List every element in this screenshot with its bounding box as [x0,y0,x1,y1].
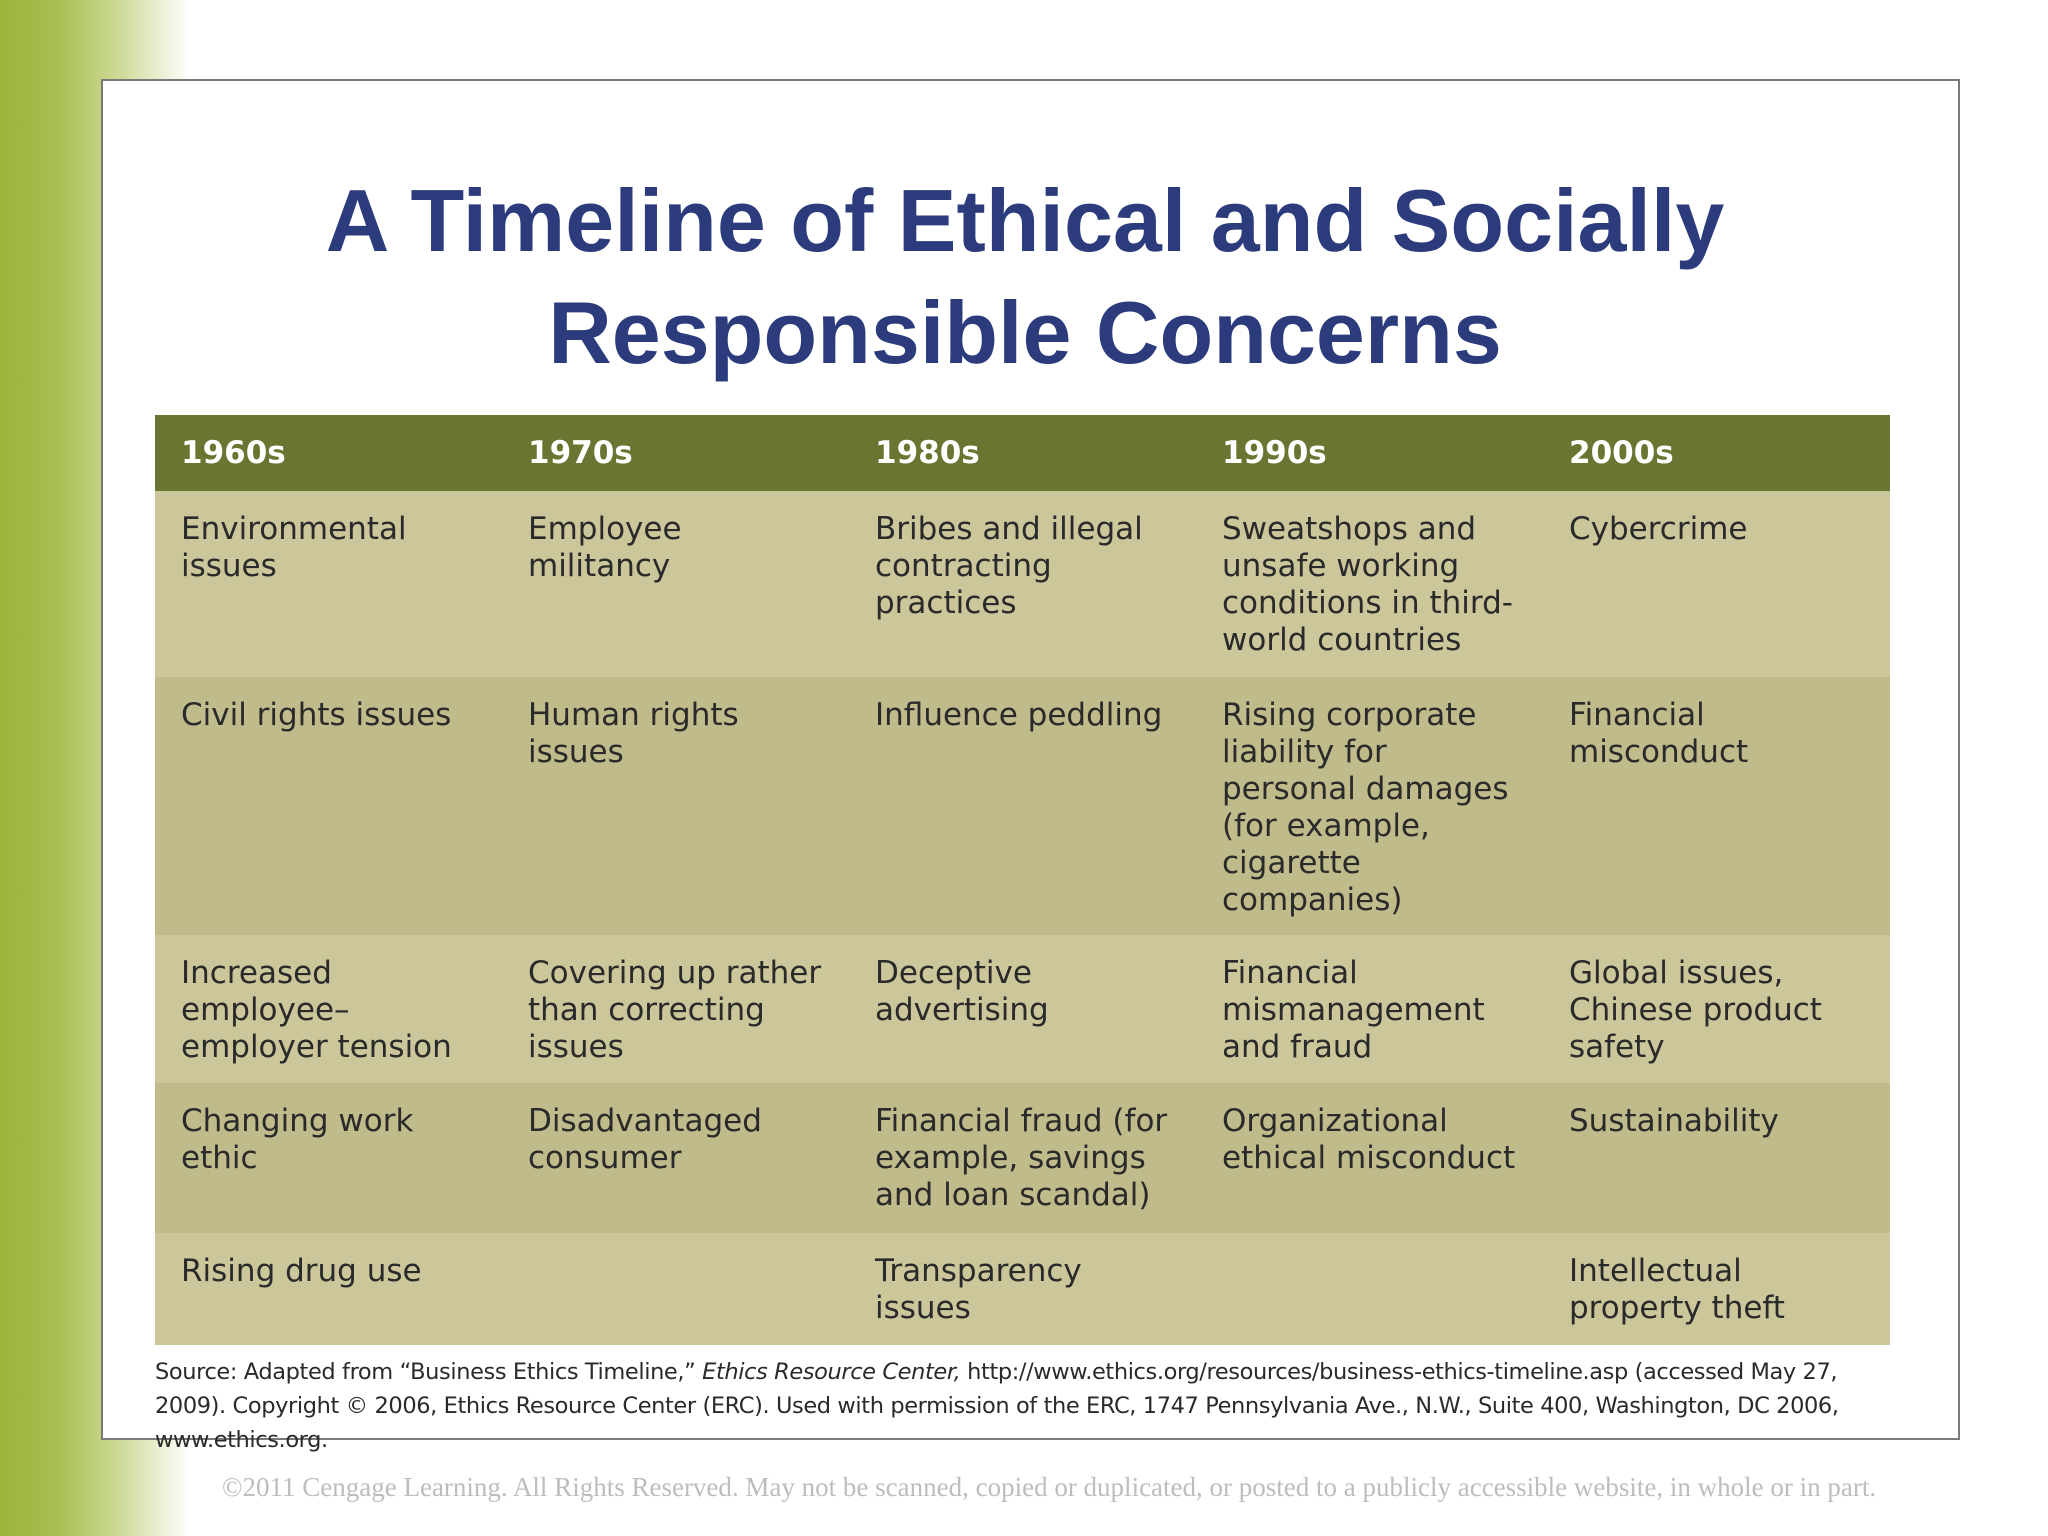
table-cell: Sustainability [1543,1083,1890,1233]
table-row [155,1083,1890,1233]
table-cell: Financial misconduct [1543,677,1890,935]
table-header-row [155,415,1890,491]
table-cell: Influence peddling [849,677,1196,935]
source-rest: http://www.ethics.org/resources/business-ethics-timeline.asp (accessed May 27, 2009). Copyright © 2006, Ethics Resource Center (ERC). Used with permission of the ERC, 1747 Pennsylvania Ave., N.W., Suite 400, Washington, DC 2006, www.ethics.org. [155,1359,1839,1453]
header-cell-1960s: 1960s [155,415,502,491]
table-cell: Civil rights issues [155,677,502,935]
table-row [155,491,1890,677]
source-prefix: Source: Adapted from “Business Ethics Timeline,” [155,1359,703,1385]
copyright-footer: ©2011 Cengage Learning. All Rights Reserved. May not be scanned, copied or duplicated, or posted to a publicly accessible website, in whole or in part. [222,1472,1877,1502]
table-cell: Intellectual property theft [1543,1233,1890,1345]
timeline-figure [155,415,1890,1457]
table-cell: Organizational ethical misconduct [1196,1083,1543,1233]
table-cell: Global issues, Chinese product safety [1543,935,1890,1083]
source-note [155,1355,1890,1457]
table-cell [1196,1233,1543,1345]
table-cell: Increased employee–employer tension [155,935,502,1083]
table-cell: Environmental issues [155,491,502,677]
table-cell: Bribes and illegal contracting practices [849,491,1196,677]
table-cell [502,1233,849,1345]
table-cell: Changing work ethic [155,1083,502,1233]
header-cell-1980s: 1980s [849,415,1196,491]
table-cell: Human rights issues [502,677,849,935]
header-cell-2000s: 2000s [1543,415,1890,491]
table-cell: Covering up rather than correcting issues [502,935,849,1083]
table-cell: Employee militancy [502,491,849,677]
slide-title: A Timeline of Ethical and Socially Responsible Concerns [325,171,1725,382]
header-cell-1970s: 1970s [502,415,849,491]
timeline-table [155,415,1890,1345]
table-row [155,1233,1890,1345]
table-cell: Cybercrime [1543,491,1890,677]
table-row [155,677,1890,935]
table-row [155,935,1890,1083]
table-cell: Rising drug use [155,1233,502,1345]
header-cell-1990s: 1990s [1196,415,1543,491]
table-cell: Rising corporate liability for personal damages (for example, cigarette companies) [1196,677,1543,935]
table-cell: Financial mismanagement and fraud [1196,935,1543,1083]
source-publication: Ethics Resource Center, [702,1359,961,1385]
table-cell: Sweatshops and unsafe working conditions in third-world countries [1196,491,1543,677]
table-cell: Transparency issues [849,1233,1196,1345]
table-cell: Disadvantaged consumer [502,1083,849,1233]
table-cell: Deceptive advertising [849,935,1196,1083]
table-cell: Financial fraud (for example, savings and loan scandal) [849,1083,1196,1233]
